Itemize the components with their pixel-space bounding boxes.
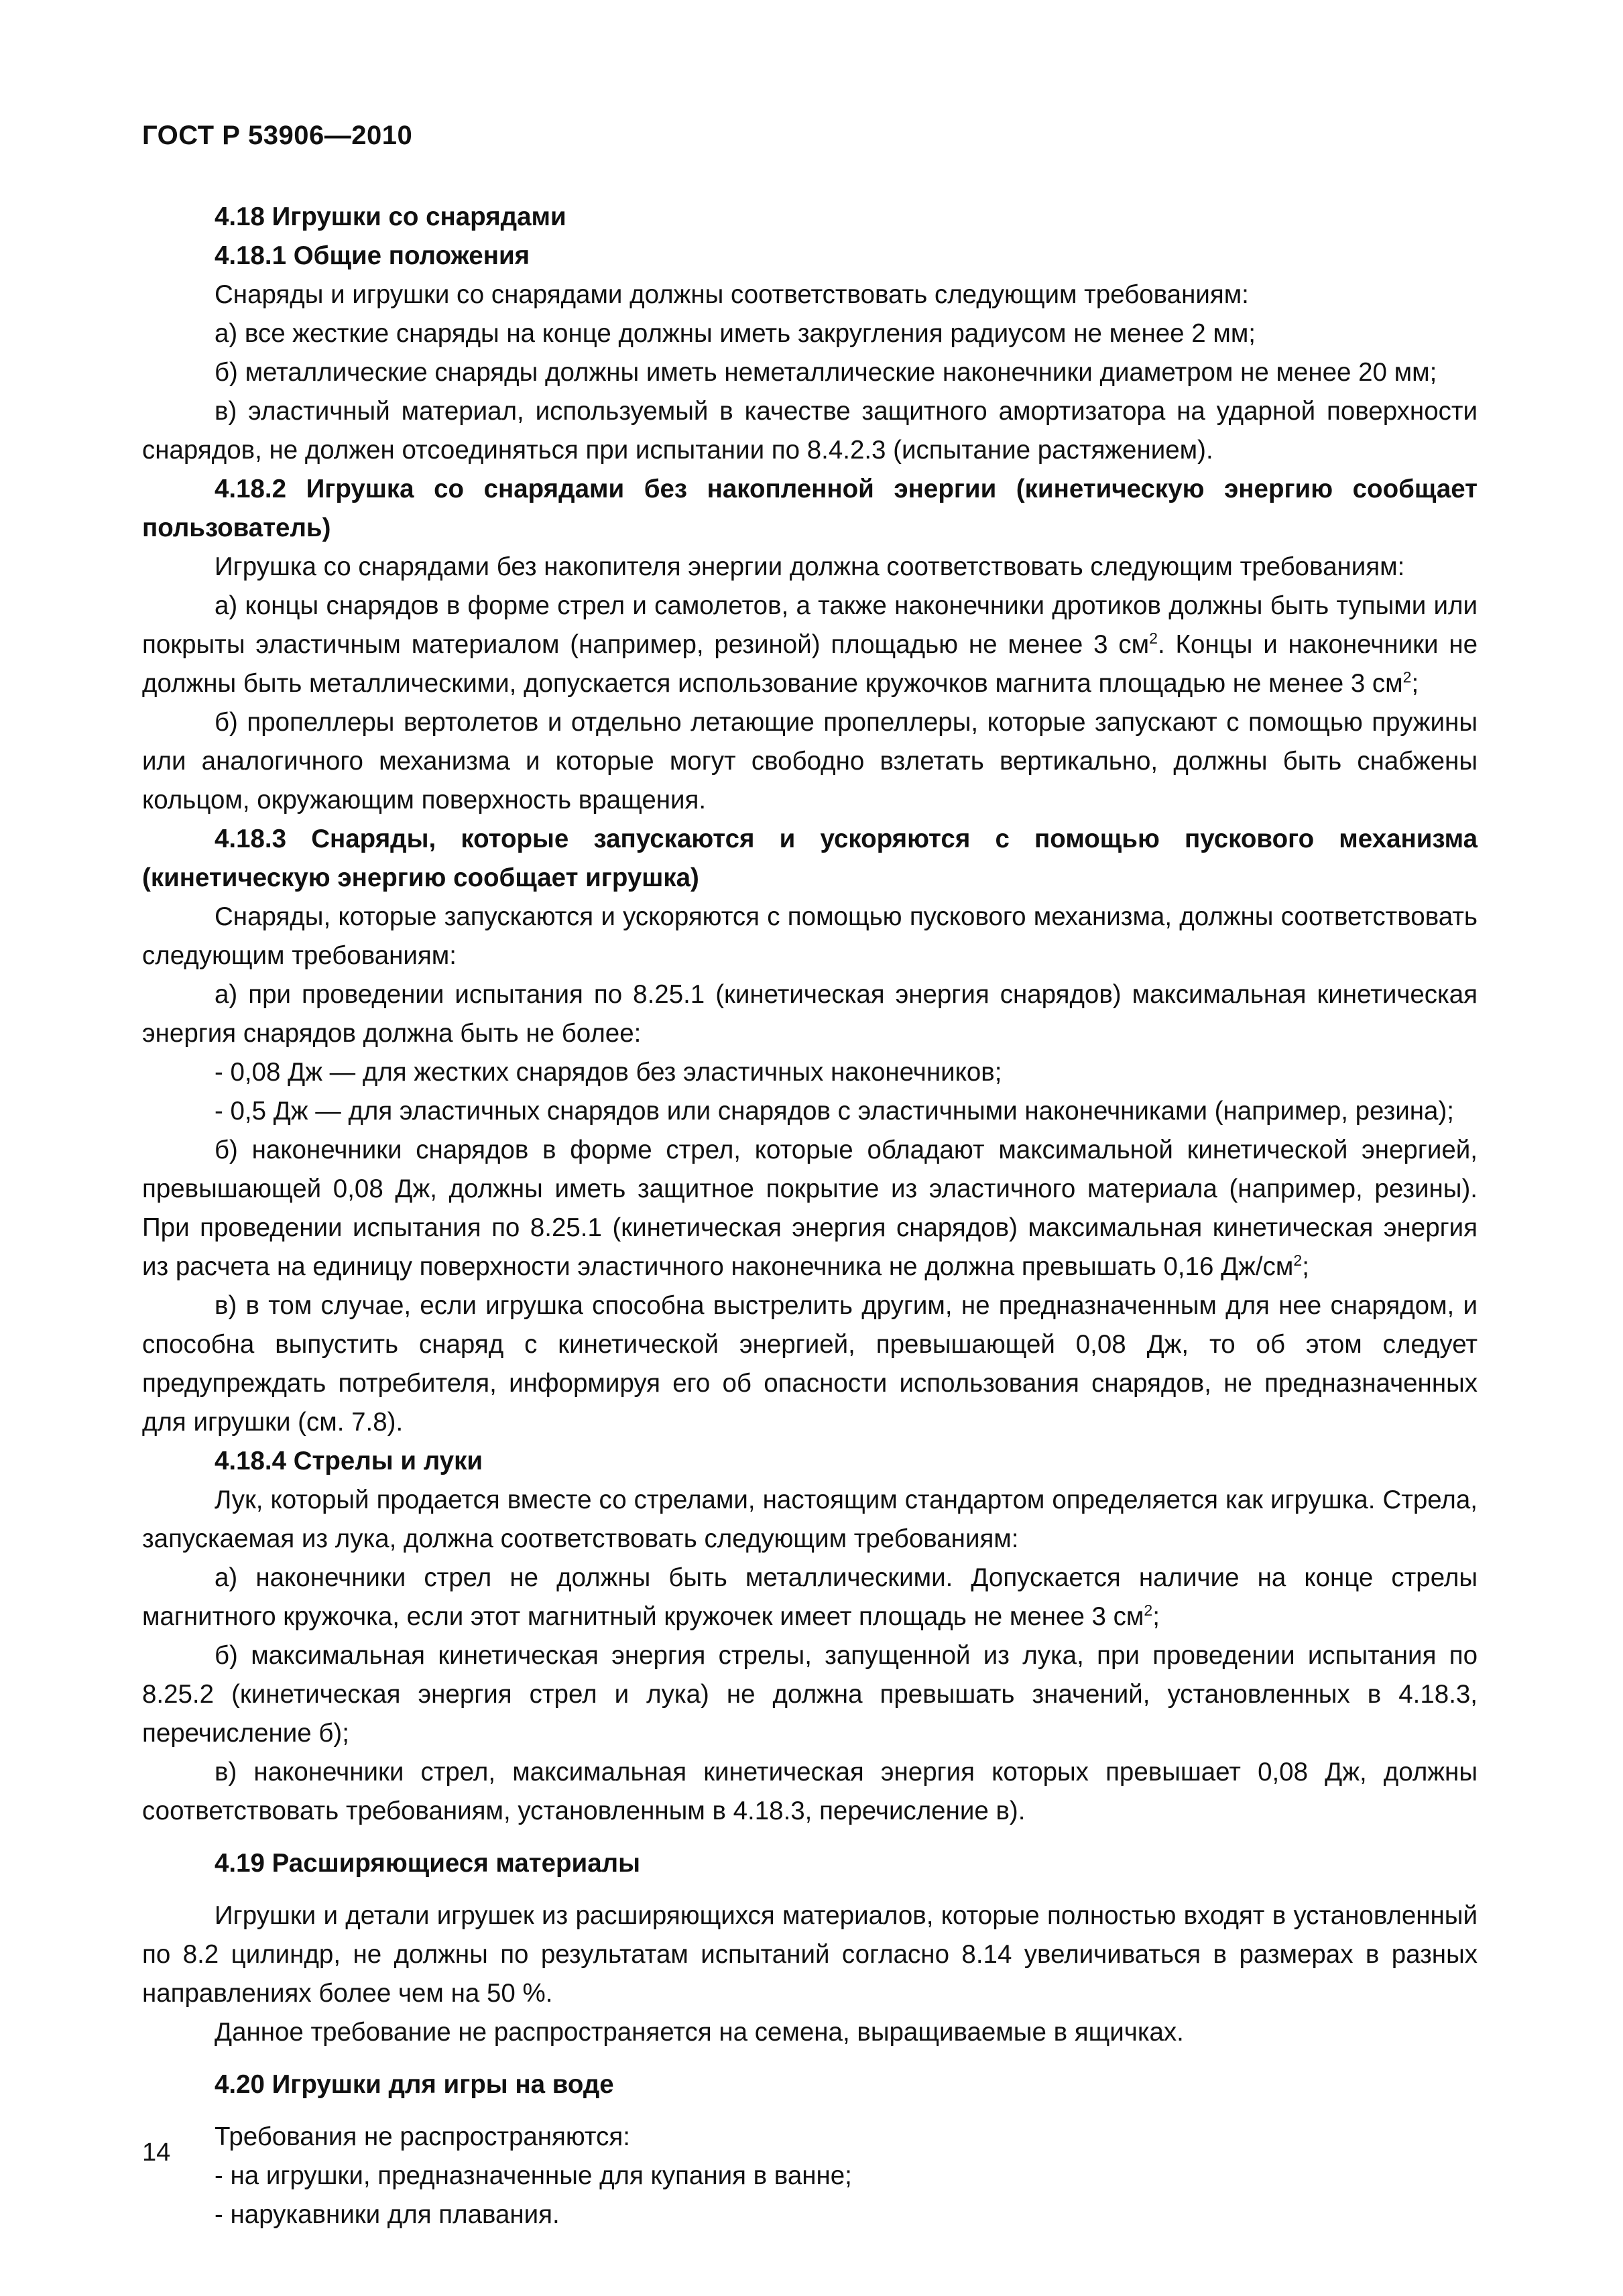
paragraph: - нарукавники для плавания. — [215, 2200, 560, 2229]
paragraph: - на игрушки, предназначенные для купания в ванне; — [215, 2161, 852, 2190]
page-number: 14 — [142, 2138, 171, 2167]
paragraph: а) концы снарядов в форме стрел и самолетов, а также наконечники дротиков должны быть тупыми или покрыты эластичным материалом (например, резиной) площадью не менее 3 $см^2$. Концы и наконечники не должны быть металлическими, допускается использование кружочков магнита площадью не менее 3 $см^2$; — [142, 591, 1478, 698]
paragraph: б) пропеллеры вертолетов и отдельно летающие пропеллеры, которые запускают с помощью пружины или аналогичного механизма и которые могут свободно взлетать вертикально, должны быть снабжены кольцом, окружающим поверхность вращения. — [142, 708, 1478, 814]
paragraph: в) эластичный материал, используемый в качестве защитного амортизатора на ударной поверхности снарядов, не должен отсоединяться при испытании по 8.4.2.3 (испытание растяжением). — [142, 397, 1478, 465]
paragraph: - 0,08 Дж — для жестких снарядов без эластичных наконечников; — [215, 1058, 1002, 1087]
paragraph: а) наконечники стрел не должны быть металлическими. Допускается наличие на конце стрелы магнитного кружочка, если этот магнитный кружочек имеет площадь не менее 3 $см^2$; — [142, 1563, 1478, 1631]
paragraph: б) металлические снаряды должны иметь неметаллические наконечники диаметром не менее 20 мм; — [215, 358, 1437, 387]
paragraph: а) при проведении испытания по 8.25.1 (кинетическая энергия снарядов) максимальная кинетическая энергия снарядов должна быть не более: — [142, 980, 1478, 1048]
section-heading: 4.20 Игрушки для игры на воде — [215, 2070, 614, 2099]
subsection-heading: 4.18.4 Стрелы и луки — [215, 1447, 483, 1475]
paragraph: Снаряды и игрушки со снарядами должны соответствовать следующим требованиям: — [215, 280, 1249, 309]
paragraph: в) наконечники стрел, максимальная кинетическая энергия которых превышает 0,08 Дж, должны соответствовать требованиям, установленным в 4.18.3, перечисление в). — [142, 1758, 1478, 1825]
paragraph: Игрушки и детали игрушек из расширяющихся материалов, которые полностью входят в установленный по 8.2 цилиндр, не должны по результатам испытаний согласно 8.14 увеличиваться в размерах в разных направлениях более чем на 50 %. — [142, 1901, 1478, 2008]
section-heading: 4.19 Расширяющиеся материалы — [215, 1849, 640, 1878]
paragraph: а) все жесткие снаряды на конце должны иметь закругления радиусом не менее 2 мм; — [215, 319, 1256, 348]
paragraph: Лук, который продается вместе со стрелами, настоящим стандартом определяется как игрушка. Стрела, запускаемая из лука, должна соответствовать следующим требованиям: — [142, 1486, 1478, 1553]
paragraph: в) в том случае, если игрушка способна выстрелить другим, не предназначенным для нее снарядом, и способна выпустить снаряд с кинетической энергией, превышающей 0,08 Дж, то об этом следует предупреждать потребителя, информируя его об опасности использования снарядов, не предназначенных для игрушки (см. 7.8). — [142, 1291, 1478, 1437]
section-heading: 4.18 Игрушки со снарядами — [215, 202, 566, 231]
paragraph: Снаряды, которые запускаются и ускоряются с помощью пускового механизма, должны соответствовать следующим требованиям: — [142, 902, 1478, 970]
paragraph: Данное требование не распространяется на семена, выращиваемые в ящичках. — [215, 2018, 1184, 2047]
document-body — [142, 198, 1478, 2234]
paragraph: б) максимальная кинетическая энергия стрелы, запущенной из лука, при проведении испытания по 8.25.2 (кинетическая энергия стрел и лука) не должна превышать значений, установленных в 4.18.3, перечисление б); — [142, 1641, 1478, 1748]
paragraph: Требования не распространяются: — [215, 2122, 630, 2151]
subsection-heading: 4.18.2 Игрушка со снарядами без накопленной энергии (кинетическую энергию сообщает пользователь) — [142, 475, 1478, 542]
subsection-heading: 4.18.1 Общие положения — [215, 241, 530, 270]
paragraph: б) наконечники снарядов в форме стрел, которые обладают максимальной кинетической энергией, превышающей 0,08 Дж, должны иметь защитное покрытие из эластичного материала (например, резины). При проведении испытания по 8.25.1 (кинетическая энергия снарядов) максимальная кинетическая энергия из расчета на единицу поверхности эластичного наконечника не должна превышать 0,16 $Дж/см^2$; — [142, 1136, 1478, 1281]
document-code-header: ГОСТ Р 53906—2010 — [142, 121, 413, 150]
subsection-heading: 4.18.3 Снаряды, которые запускаются и ускоряются с помощью пускового механизма (кинетическую энергию сообщает игрушка) — [142, 825, 1478, 892]
paragraph: Игрушка со снарядами без накопителя энергии должна соответствовать следующим требованиям: — [215, 552, 1405, 581]
paragraph: - 0,5 Дж — для эластичных снарядов или снарядов с эластичными наконечниками (например, резина); — [215, 1097, 1454, 1126]
